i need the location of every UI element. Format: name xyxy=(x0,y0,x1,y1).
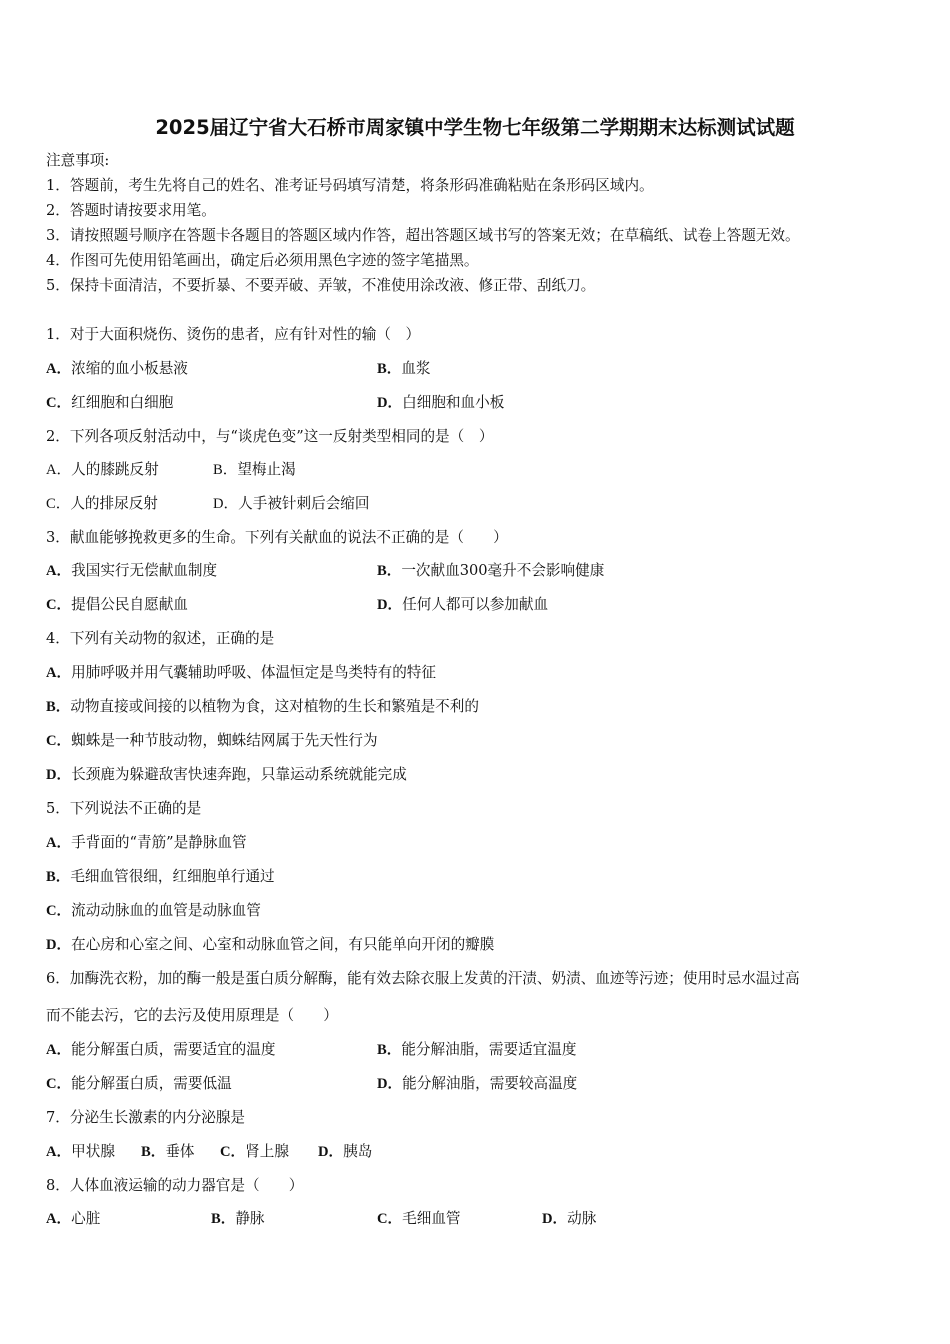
notice-item: 4．作图可先使用铅笔画出，确定后必须用黑色字迹的签字笔描黑。 xyxy=(46,252,479,269)
option-c: C．人的排尿反射 xyxy=(46,495,158,512)
option-b: B．血浆 xyxy=(377,360,431,377)
notice-heading: 注意事项: xyxy=(46,152,110,169)
option-c: C．蜘蛛是一种节肢动物，蜘蛛结网属于先天性行为 xyxy=(46,732,378,749)
option-c: C．提倡公民自愿献血 xyxy=(46,596,188,613)
option-c: C．流动动脉血的血管是动脉血管 xyxy=(46,902,261,919)
notice-item: 5．保持卡面清洁，不要折暴、不要弄破、弄皱，不准使用涂改液、修正带、刮纸刀。 xyxy=(46,277,596,294)
option-a: A．手背面的“青筋”是静脉血管 xyxy=(46,834,247,851)
question-stem: 1．对于大面积烧伤、烫伤的患者，应有针对性的输（ ） xyxy=(46,326,421,343)
question-stem: 7．分泌生长激素的内分泌腺是 xyxy=(46,1109,246,1126)
option-d: D．任何人都可以参加献血 xyxy=(377,596,549,613)
question-stem: 6．加酶洗衣粉，加的酶一般是蛋白质分解酶，能有效去除衣服上发黄的汗渍、奶渍、血迹等污迹；使用时忌水温过高 xyxy=(46,970,800,987)
question-stem: 5．下列说法不正确的是 xyxy=(46,800,202,817)
notice-item: 2．答题时请按要求用笔。 xyxy=(46,202,216,219)
option-d: D．动脉 xyxy=(542,1210,597,1227)
option-d: D．在心房和心室之间、心室和动脉血管之间，有只能单向开闭的瓣膜 xyxy=(46,936,495,953)
question-stem: 4．下列有关动物的叙述，正确的是 xyxy=(46,630,275,647)
option-c: C．肾上腺 xyxy=(220,1143,289,1160)
option-a: A．能分解蛋白质，需要适宜的温度 xyxy=(46,1041,276,1058)
option-a: A．甲状腺 xyxy=(46,1143,115,1160)
option-a: A．心脏 xyxy=(46,1210,101,1227)
question-stem: 8．人体血液运输的动力器官是（ ） xyxy=(46,1177,304,1194)
option-b: B．望梅止渴 xyxy=(213,461,296,478)
option-a: A．用肺呼吸并用气囊辅助呼吸、体温恒定是鸟类特有的特征 xyxy=(46,664,436,681)
option-d: D．长颈鹿为躲避敌害快速奔跑，只靠运动系统就能完成 xyxy=(46,766,407,783)
option-a: A．浓缩的血小板悬液 xyxy=(46,360,188,377)
option-b: B．能分解油脂，需要适宜温度 xyxy=(377,1041,577,1058)
option-b: B．静脉 xyxy=(211,1210,265,1227)
notice-item: 1．答题前，考生先将自己的姓名、准考证号码填写清楚，将条形码准确粘贴在条形码区域内。 xyxy=(46,177,654,194)
notice-item: 3．请按照题号顺序在答题卡各题目的答题区域内作答，超出答题区域书写的答案无效；在草稿纸、试卷上答题无效。 xyxy=(46,227,800,244)
option-d: D．白细胞和血小板 xyxy=(377,394,505,411)
option-b: B．动物直接或间接的以植物为食，这对植物的生长和繁殖是不利的 xyxy=(46,698,479,715)
option-d: D．能分解油脂，需要较高温度 xyxy=(377,1075,578,1092)
option-c: C．毛细血管 xyxy=(377,1210,461,1227)
option-b: B．垂体 xyxy=(141,1143,195,1160)
option-a: A．人的膝跳反射 xyxy=(46,461,159,478)
page-title: 2025届辽宁省大石桥市周家镇中学生物七年级第二学期期末达标测试试题 xyxy=(155,116,795,139)
option-c: C．能分解蛋白质，需要低温 xyxy=(46,1075,232,1092)
option-b: B．毛细血管很细，红细胞单行通过 xyxy=(46,868,275,885)
option-b: B．一次献血300毫升不会影响健康 xyxy=(377,562,605,579)
option-a: A．我国实行无偿献血制度 xyxy=(46,562,218,579)
option-d: D．胰岛 xyxy=(318,1143,373,1160)
question-stem: 2．下列各项反射活动中，与“谈虎色变”这一反射类型相同的是（ ） xyxy=(46,428,494,445)
option-c: C．红细胞和白细胞 xyxy=(46,394,174,411)
question-stem: 3．献血能够挽救更多的生命。下列有关献血的说法不正确的是（ ） xyxy=(46,529,508,546)
question-stem-continued: 而不能去污，它的去污及使用原理是（ ） xyxy=(46,1007,338,1024)
option-d: D．人手被针刺后会缩回 xyxy=(213,495,370,512)
